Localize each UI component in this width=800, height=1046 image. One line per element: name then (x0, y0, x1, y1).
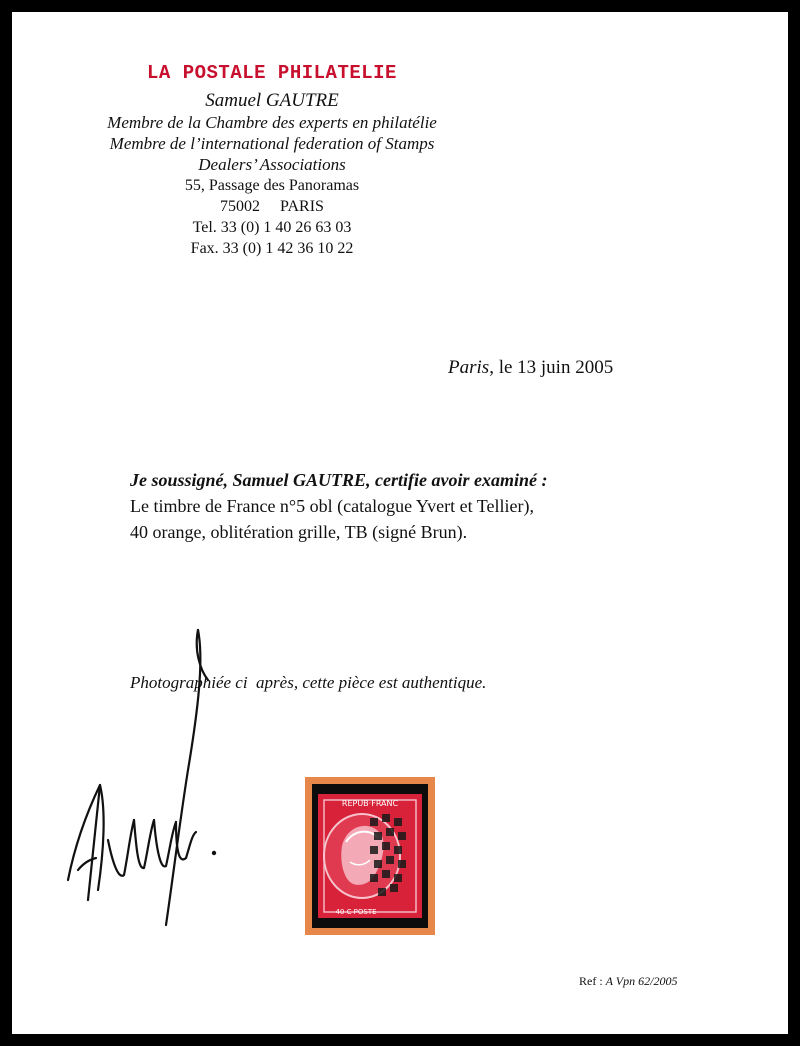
stamp-top-text: REPUB·FRANC (341, 799, 399, 808)
date-line (448, 357, 613, 379)
letterhead (72, 62, 472, 259)
expert-name: Samuel GAUTRE (205, 90, 339, 111)
fax: Fax. 33 (0) 1 42 36 10 22 (190, 240, 354, 257)
certificate-line-1: Le timbre de France n°5 obl (catalogue Yvert et Tellier), (130, 496, 534, 516)
membership-line-3: Dealers’ Associations (198, 155, 346, 174)
reference-value: A Vpn 62/2005 (605, 974, 678, 988)
reference-line (579, 974, 677, 989)
certificate-line-2: 40 orange, oblitération grille, TB (signé Brun). (130, 522, 468, 542)
stamp-bottom-text: 40 C POSTE (335, 908, 377, 916)
date-text: , le 13 juin 2005 (489, 357, 614, 378)
certificate-lead: Je soussigné, Samuel GAUTRE, certifie avoir examiné : (130, 470, 548, 490)
membership-line-2: Membre de l’international federation of Stamps (109, 134, 435, 153)
address-street: 55, Passage des Panoramas (184, 177, 360, 194)
certificate-text (130, 467, 548, 545)
membership-line-1: Membre de la Chambre des experts en philatélie (107, 113, 437, 132)
address-city: 75002 PARIS (220, 198, 324, 215)
stamp-image-icon (312, 784, 428, 928)
telephone: Tel. 33 (0) 1 40 26 63 03 (192, 219, 352, 236)
company-name: LA POSTALE PHILATELIE (147, 62, 397, 84)
date-place: Paris (448, 357, 490, 378)
authenticity-note: Photographiée ci après, cette pièce est authentique. (130, 673, 487, 692)
signature-icon (48, 620, 288, 950)
reference-label: Ref : (579, 974, 606, 988)
